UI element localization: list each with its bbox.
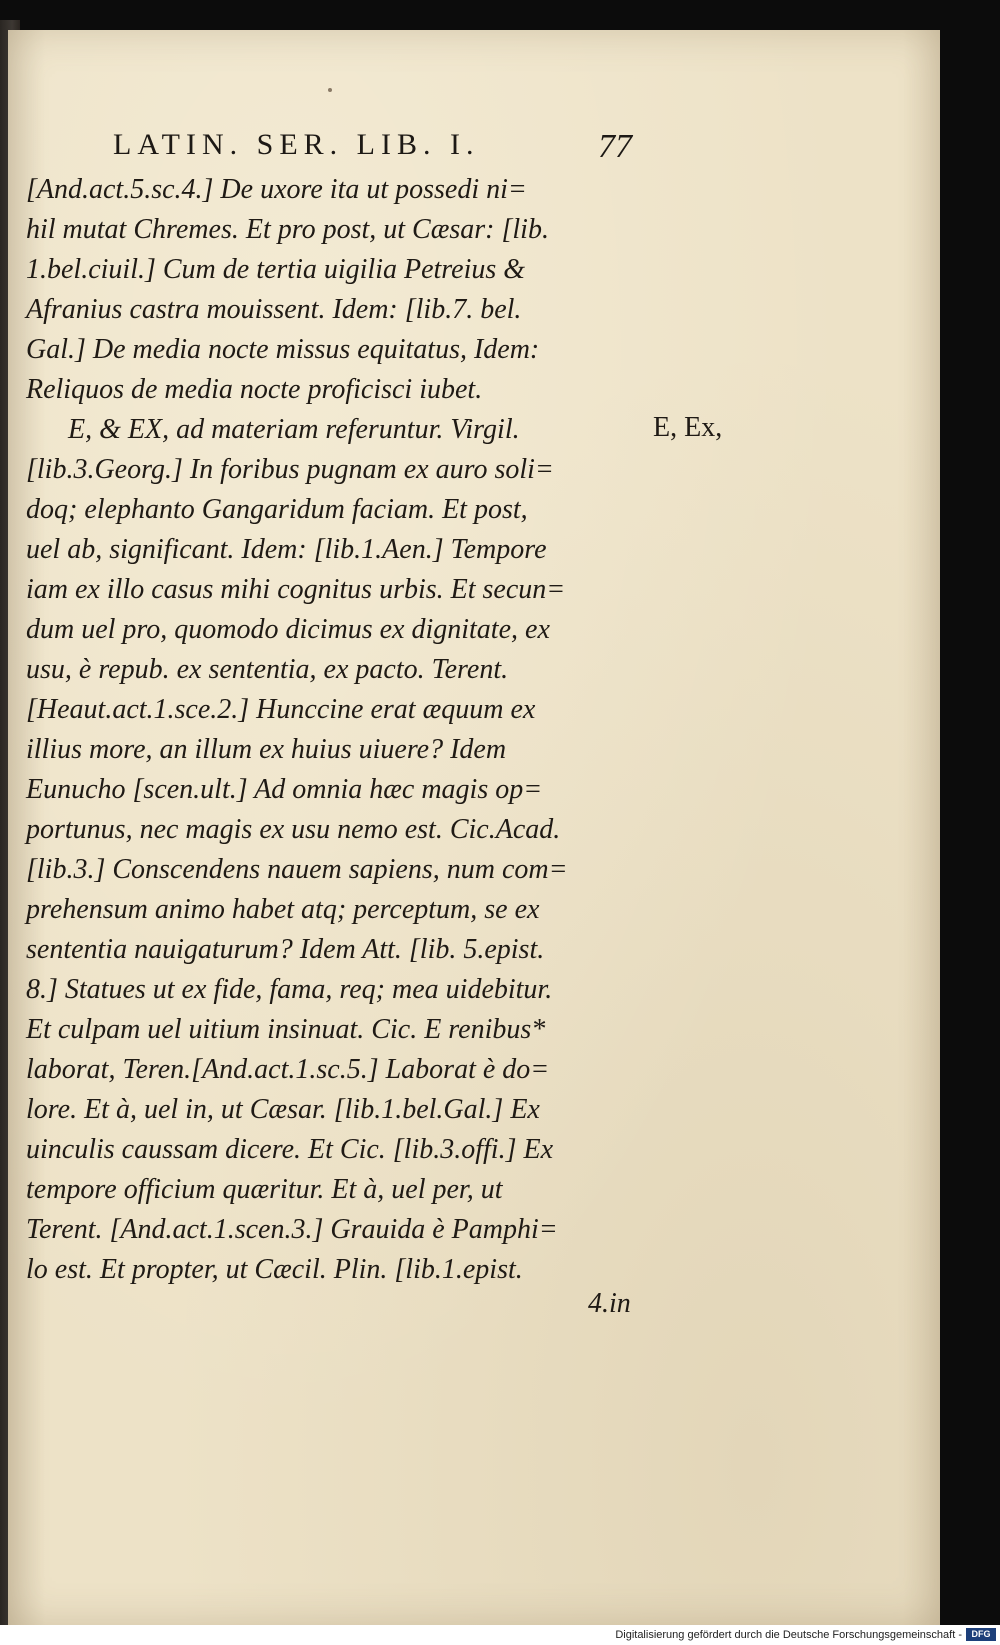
text-line: Et culpam uel uitium insinuat. Cic. E renibus* bbox=[26, 1014, 546, 1045]
text-line: Terent. [And.act.1.scen.3.] Grauida è Pamphi= bbox=[26, 1214, 558, 1245]
text-line: uinculis caussam dicere. Et Cic. [lib.3.offi.] Ex bbox=[26, 1134, 554, 1165]
text-line: [lib.3.Georg.] In foribus pugnam ex auro soli= bbox=[26, 454, 554, 485]
text-line: 1.bel.ciuil.] Cum de tertia uigilia Petreius & bbox=[26, 254, 526, 285]
text-line: lore. Et à, uel in, ut Cæsar. [lib.1.bel.Gal.] Ex bbox=[26, 1094, 540, 1125]
dfg-logo: DFG bbox=[966, 1628, 996, 1641]
text-line: tempore officium quæritur. Et à, uel per, ut bbox=[26, 1174, 503, 1205]
text-line: dum uel pro, quomodo dicimus ex dignitate, ex bbox=[26, 614, 550, 645]
catchword: 4.in bbox=[588, 1288, 631, 1319]
text-line: [And.act.5.sc.4.] De uxore ita ut possedi ni= bbox=[26, 174, 527, 205]
funding-credit: Digitalisierung gefördert durch die Deutsche Forschungsgemeinschaft - bbox=[615, 1629, 962, 1641]
body-text bbox=[26, 170, 651, 1290]
text-line: usu, è repub. ex sententia, ex pacto. Terent. bbox=[26, 654, 509, 685]
ink-dot bbox=[328, 88, 332, 92]
text-line: iam ex illo casus mihi cognitus urbis. Et secun= bbox=[26, 574, 566, 605]
running-head: LATIN. SER. LIB. I. bbox=[113, 128, 480, 161]
text-line: Afranius castra mouissent. Idem: [lib.7. bel. bbox=[26, 294, 522, 325]
text-line: Reliquos de media nocte proficisci iubet. bbox=[26, 374, 483, 405]
text-line: hil mutat Chremes. Et pro post, ut Cæsar: [lib. bbox=[26, 214, 549, 245]
text-line: 8.] Statues ut ex fide, fama, req; mea uidebitur. bbox=[26, 974, 553, 1005]
text-line: [lib.3.] Conscendens nauem sapiens, num com= bbox=[26, 854, 568, 885]
text-line: laborat, Teren.[And.act.1.sc.5.] Laborat è do= bbox=[26, 1054, 550, 1085]
text-line: [Heaut.act.1.sce.2.] Hunccine erat æquum ex bbox=[26, 694, 536, 725]
text-line: prehensum animo habet atq; perceptum, se ex bbox=[26, 894, 540, 925]
text-line: doq; elephanto Gangaridum faciam. Et post, bbox=[26, 494, 528, 525]
text-line: portunus, nec magis ex usu nemo est. Cic.Acad. bbox=[26, 814, 561, 845]
page-number: 77 bbox=[598, 128, 632, 165]
text-line: E, & EX, ad materiam referuntur. Virgil. bbox=[68, 414, 520, 445]
text-line: sententia nauigaturum? Idem Att. [lib. 5.epist. bbox=[26, 934, 545, 965]
text-line: illius more, an illum ex huius uiuere? Idem bbox=[26, 734, 507, 765]
text-line: Gal.] De media nocte missus equitatus, Idem: bbox=[26, 334, 540, 365]
margin-note: E, Ex, bbox=[653, 412, 723, 443]
text-line: lo est. Et propter, ut Cæcil. Plin. [lib.1.epist. bbox=[26, 1254, 523, 1285]
text-line: Eunucho [scen.ult.] Ad omnia hæc magis op= bbox=[26, 774, 543, 805]
text-line: uel ab, significant. Idem: [lib.1.Aen.] Tempore bbox=[26, 534, 547, 565]
book-page bbox=[8, 30, 940, 1625]
